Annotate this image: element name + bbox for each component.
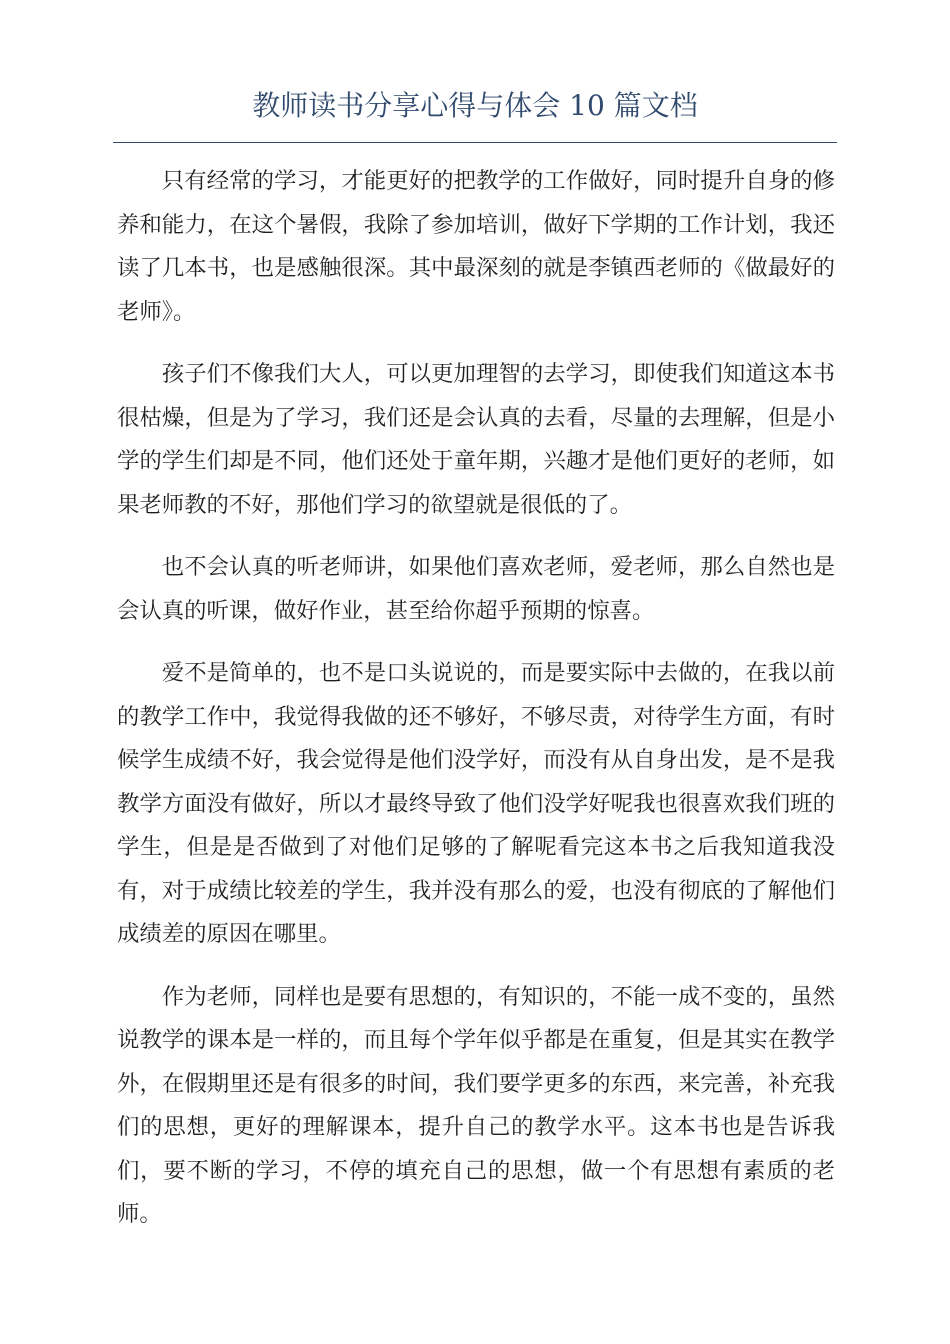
title-underline-divider bbox=[113, 142, 837, 143]
paragraph-3: 也不会认真的听老师讲，如果他们喜欢老师，爱老师，那么自然也是会认真的听课，做好作业，甚至给你超乎预期的惊喜。 bbox=[117, 554, 835, 624]
paragraph-5: 作为老师，同样也是要有思想的，有知识的，不能一成不变的，虽然说教学的课本是一样的，而且每个学年似乎都是在重复，但是其实在教学外，在假期里还是有很多的时间，我们要学更多的东西，来完善，补充我们的思想，更好的理解课本，提升自己的教学水平。这本书也是告诉我们，要不断的学习，不停的填充自己的思想，做一个有思想有素质的老师。 bbox=[117, 983, 835, 1227]
document-title: 教师读书分享心得与体会 10 篇文档 bbox=[252, 89, 698, 122]
paragraph-4: 爱不是简单的，也不是口头说说的，而是要实际中去做的，在我以前的教学工作中，我觉得我做的还不够好，不够尽责，对待学生方面，有时候学生成绩不好，我会觉得是他们没学好，而没有从自身出发，是不是我教学方面没有做好，所以才最终导致了他们没学好呢我也很喜欢我们班的学生，但是是否做到了对他们足够的了解呢看完这本书之后我知道我没有，对于成绩比较差的学生，我并没有那么的爱，也没有彻底的了解他们成绩差的原因在哪里。 bbox=[117, 660, 835, 947]
paragraph-2: 孩子们不像我们大人，可以更加理智的去学习，即使我们知道这本书很枯燥，但是为了学习，我们还是会认真的去看，尽量的去理解，但是小学的学生们却是不同，他们还处于童年期，兴趣才是他们更好的老师，如果老师教的不好，那他们学习的欲望就是很低的了。 bbox=[117, 361, 835, 518]
paragraph-1: 只有经常的学习，才能更好的把教学的工作做好，同时提升自身的修养和能力，在这个暑假，我除了参加培训，做好下学期的工作计划，我还读了几本书，也是感触很深。其中最深刻的就是李镇西老师的《做最好的老师》。 bbox=[117, 168, 835, 325]
document-body bbox=[117, 160, 835, 1256]
